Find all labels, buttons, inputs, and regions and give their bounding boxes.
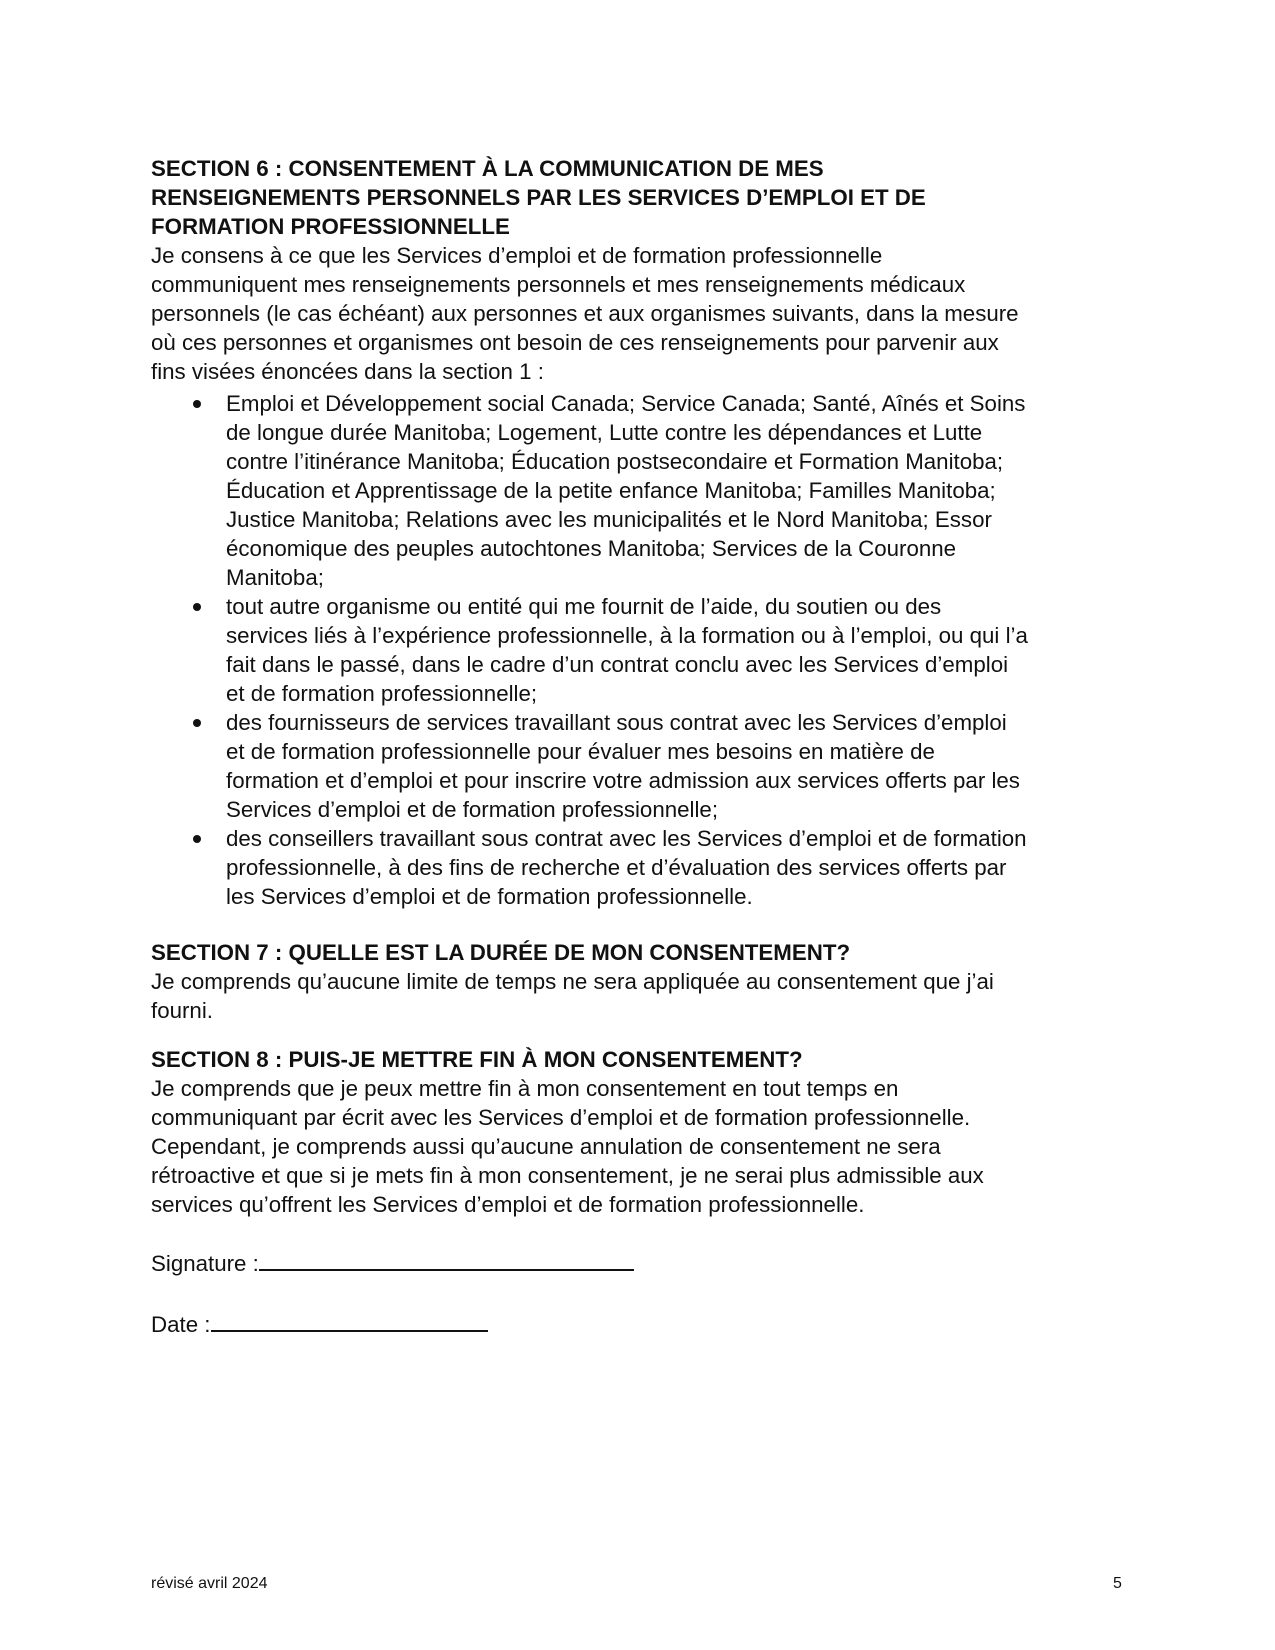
page-number: 5: [1113, 1575, 1122, 1592]
list-item-line: professionnelle, à des fins de recherche et d’évaluation des services offerts par: [226, 855, 1007, 880]
revision-date: révisé avril 2024: [151, 1575, 268, 1592]
list-item-line: les Services d’emploi et de formation professionnelle.: [226, 884, 753, 909]
paragraph-line: personnels (le cas échéant) aux personnes et aux organismes suivants, dans la mesure: [151, 301, 1019, 326]
paragraph-line: où ces personnes et organismes ont besoin de ces renseignements pour parvenir aux: [151, 330, 999, 355]
paragraph-line: fins visées énoncées dans la section 1 :: [151, 359, 544, 384]
section-8-heading: SECTION 8 : PUIS-JE METTRE FIN À MON CONSENTEMENT?: [151, 1047, 803, 1072]
list-item-line: et de formation professionnelle;: [226, 681, 538, 706]
paragraph-line: Je consens à ce que les Services d’emploi et de formation professionnelle: [151, 243, 883, 268]
paragraph-line: fourni.: [151, 998, 213, 1023]
list-item-line: formation et d’emploi et pour inscrire votre admission aux services offerts par les: [226, 768, 1020, 793]
list-item-line: tout autre organisme ou entité qui me fournit de l’aide, du soutien ou des: [226, 594, 942, 619]
paragraph-line: Cependant, je comprends aussi qu’aucune annulation de consentement ne sera: [151, 1134, 941, 1159]
list-item-line: contre l’itinérance Manitoba; Éducation postsecondaire et Formation Manitoba;: [226, 449, 1004, 474]
paragraph-line: communiquent mes renseignements personnels et mes renseignements médicaux: [151, 272, 966, 297]
list-item-line: de longue durée Manitoba; Logement, Lutte contre les dépendances et Lutte: [226, 420, 983, 445]
date-row: [151, 1310, 488, 1339]
recipients-list: [151, 389, 1151, 911]
list-item-line: Manitoba;: [226, 565, 324, 590]
list-item-line: Éducation et Apprentissage de la petite enfance Manitoba; Familles Manitoba;: [226, 478, 996, 503]
list-item-line: des fournisseurs de services travaillant sous contrat avec les Services d’emploi: [226, 710, 1007, 735]
heading-line: FORMATION PROFESSIONNELLE: [151, 214, 510, 239]
section-6: [151, 154, 1151, 386]
list-item-line: services liés à l’expérience professionnelle, à la formation ou à l’emploi, ou qui l’a: [226, 623, 1028, 648]
paragraph-line: Je comprends qu’aucune limite de temps ne sera appliquée au consentement que j’ai: [151, 969, 994, 994]
list-item-line: économique des peuples autochtones Manitoba; Services de la Couronne: [226, 536, 957, 561]
heading-line: SECTION 6 : CONSENTEMENT À LA COMMUNICATION DE MES: [151, 156, 824, 181]
signature-row: [151, 1249, 634, 1278]
date-label: Date :: [151, 1312, 211, 1337]
list-item-line: des conseillers travaillant sous contrat avec les Services d’emploi et de formation: [226, 826, 1027, 851]
section-6-heading: [151, 154, 1151, 241]
list-item: [151, 824, 1151, 911]
section-7: [151, 938, 1151, 1025]
bullet-icon: [193, 400, 201, 408]
heading-line: RENSEIGNEMENTS PERSONNELS PAR LES SERVICES D’EMPLOI ET DE: [151, 185, 926, 210]
paragraph-line: Je comprends que je peux mettre fin à mon consentement en tout temps en: [151, 1076, 899, 1101]
paragraph-line: services qu’offrent les Services d’emploi et de formation professionnelle.: [151, 1192, 865, 1217]
list-item: [151, 592, 1151, 708]
list-item: [151, 708, 1151, 824]
list-item-line: et de formation professionnelle pour évaluer mes besoins en matière de: [226, 739, 935, 764]
bullet-icon: [193, 719, 201, 727]
bullet-icon: [193, 835, 201, 843]
signature-label: Signature :: [151, 1251, 259, 1276]
list-item-line: Justice Manitoba; Relations avec les municipalités et le Nord Manitoba; Essor: [226, 507, 992, 532]
bullet-icon: [193, 603, 201, 611]
section-6-paragraph: [151, 241, 1151, 386]
list-item-line: Emploi et Développement social Canada; Service Canada; Santé, Aînés et Soins: [226, 391, 1026, 416]
paragraph-line: rétroactive et que si je mets fin à mon consentement, je ne serai plus admissible aux: [151, 1163, 984, 1188]
date-field[interactable]: [211, 1312, 488, 1332]
list-item-line: fait dans le passé, dans le cadre d’un contrat conclu avec les Services d’emploi: [226, 652, 1009, 677]
list-item-line: Services d’emploi et de formation professionnelle;: [226, 797, 719, 822]
section-7-heading: SECTION 7 : QUELLE EST LA DURÉE DE MON CONSENTEMENT?: [151, 940, 851, 965]
paragraph-line: communiquant par écrit avec les Services d’emploi et de formation professionnelle.: [151, 1105, 971, 1130]
signature-field[interactable]: [259, 1251, 634, 1271]
section-8: [151, 1045, 1151, 1219]
list-item: [151, 389, 1151, 592]
